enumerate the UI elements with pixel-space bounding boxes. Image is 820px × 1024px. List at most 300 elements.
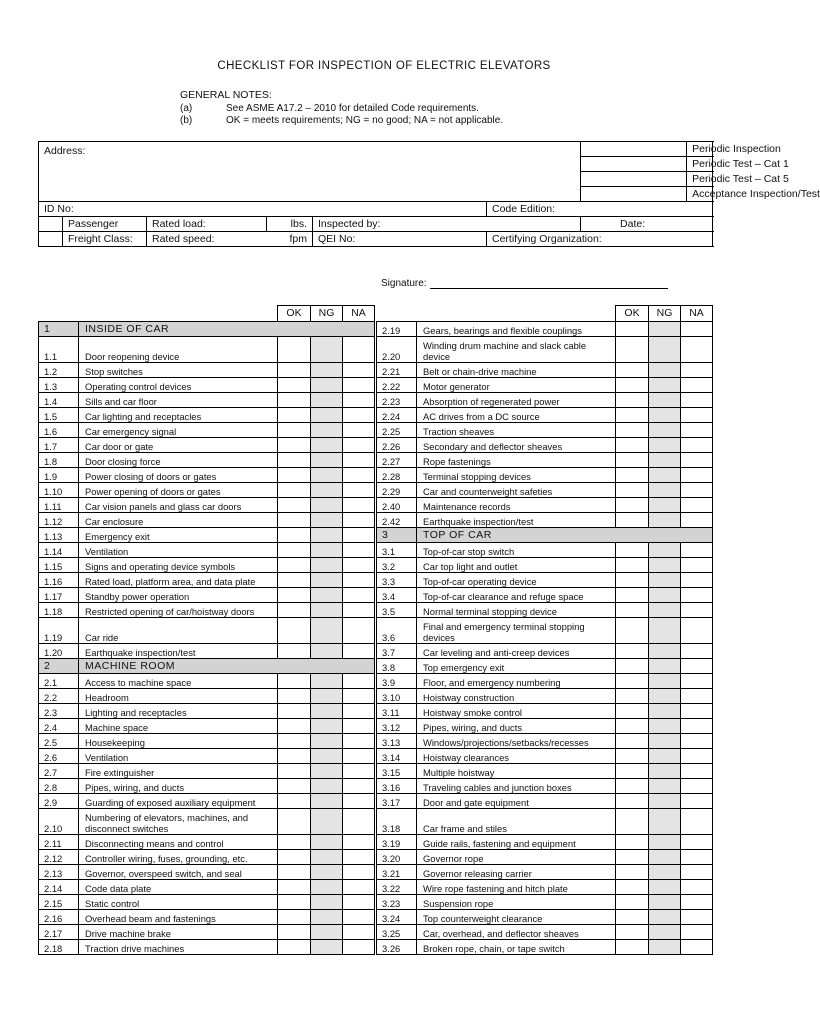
- ok-checkbox[interactable]: [616, 794, 649, 809]
- ng-checkbox[interactable]: [649, 910, 681, 925]
- certifying-organization-field[interactable]: [487, 232, 713, 247]
- qei-no-field[interactable]: [313, 232, 487, 247]
- ok-checkbox[interactable]: [278, 674, 311, 689]
- ng-checkbox[interactable]: [311, 393, 343, 408]
- na-checkbox[interactable]: [343, 573, 375, 588]
- na-checkbox[interactable]: [343, 363, 375, 378]
- ok-checkbox[interactable]: [278, 794, 311, 809]
- na-checkbox[interactable]: [343, 378, 375, 393]
- ng-checkbox[interactable]: [311, 689, 343, 704]
- ng-checkbox[interactable]: [649, 573, 681, 588]
- ok-checkbox[interactable]: [616, 378, 649, 393]
- ng-checkbox[interactable]: [649, 453, 681, 468]
- ng-checkbox[interactable]: [311, 453, 343, 468]
- na-checkbox[interactable]: [343, 895, 375, 910]
- ng-checkbox[interactable]: [311, 408, 343, 423]
- ok-checkbox[interactable]: [278, 363, 311, 378]
- ng-checkbox[interactable]: [311, 925, 343, 940]
- item-number: 1.12: [39, 513, 79, 528]
- ok-checkbox[interactable]: [616, 363, 649, 378]
- ng-checkbox[interactable]: [311, 779, 343, 794]
- checklist-row: [39, 453, 375, 468]
- ok-checkbox[interactable]: [616, 322, 649, 337]
- item-description: Car emergency signal: [79, 423, 278, 438]
- ng-checkbox[interactable]: [649, 674, 681, 689]
- ng-checkbox[interactable]: [649, 734, 681, 749]
- freight-checkbox[interactable]: [39, 232, 63, 247]
- ng-checkbox[interactable]: [311, 895, 343, 910]
- inspected-by-field[interactable]: [313, 217, 581, 232]
- ok-checkbox[interactable]: [278, 393, 311, 408]
- ng-checkbox[interactable]: [649, 794, 681, 809]
- ng-checkbox[interactable]: [649, 513, 681, 528]
- na-checkbox[interactable]: [343, 704, 375, 719]
- note-line: [180, 103, 503, 115]
- na-checkbox[interactable]: [343, 880, 375, 895]
- date-field[interactable]: [581, 217, 713, 232]
- na-checkbox[interactable]: [681, 588, 713, 603]
- ok-checkbox[interactable]: [616, 880, 649, 895]
- na-checkbox[interactable]: [681, 689, 713, 704]
- item-description: Door and gate equipment: [417, 794, 616, 809]
- ng-checkbox[interactable]: [311, 704, 343, 719]
- na-checkbox[interactable]: [681, 925, 713, 940]
- na-checkbox[interactable]: [681, 704, 713, 719]
- na-checkbox[interactable]: [343, 644, 375, 659]
- na-checkbox[interactable]: [681, 940, 713, 955]
- ok-checkbox[interactable]: [616, 393, 649, 408]
- na-checkbox[interactable]: [343, 603, 375, 618]
- na-checkbox[interactable]: [681, 498, 713, 513]
- ng-checkbox[interactable]: [649, 337, 681, 363]
- na-checkbox[interactable]: [681, 850, 713, 865]
- ok-checkbox[interactable]: [616, 734, 649, 749]
- ok-checkbox[interactable]: [278, 779, 311, 794]
- na-checkbox[interactable]: [343, 835, 375, 850]
- na-checkbox[interactable]: [343, 438, 375, 453]
- na-checkbox[interactable]: [343, 809, 375, 835]
- ng-checkbox[interactable]: [649, 588, 681, 603]
- na-checkbox[interactable]: [681, 910, 713, 925]
- item-number: 3.26: [377, 940, 417, 955]
- ok-checkbox[interactable]: [278, 925, 311, 940]
- na-checkbox[interactable]: [343, 910, 375, 925]
- ok-checkbox[interactable]: [278, 764, 311, 779]
- na-checkbox[interactable]: [681, 880, 713, 895]
- na-checkbox[interactable]: [343, 749, 375, 764]
- header-spacer: [39, 306, 278, 322]
- ng-checkbox[interactable]: [649, 749, 681, 764]
- ok-checkbox[interactable]: [616, 483, 649, 498]
- ng-checkbox[interactable]: [311, 618, 343, 644]
- ok-checkbox[interactable]: [616, 423, 649, 438]
- ng-checkbox[interactable]: [649, 835, 681, 850]
- item-description: Windows/projections/setbacks/recesses: [417, 734, 616, 749]
- signature-field[interactable]: [381, 278, 668, 289]
- checklist-row: [39, 910, 375, 925]
- ok-checkbox[interactable]: [278, 809, 311, 835]
- ok-checkbox[interactable]: [278, 423, 311, 438]
- checklist-row: [39, 704, 375, 719]
- ng-checkbox[interactable]: [311, 794, 343, 809]
- checklist-row: [39, 573, 375, 588]
- checklist-table-left: [38, 305, 375, 955]
- checklist-row: [377, 850, 713, 865]
- ng-checkbox[interactable]: [311, 910, 343, 925]
- ok-checkbox[interactable]: [616, 809, 649, 835]
- ng-checkbox[interactable]: [649, 689, 681, 704]
- na-checkbox[interactable]: [681, 543, 713, 558]
- na-checkbox[interactable]: [681, 322, 713, 337]
- ng-checkbox[interactable]: [649, 850, 681, 865]
- item-number: 1.15: [39, 558, 79, 573]
- ng-checkbox[interactable]: [311, 588, 343, 603]
- item-description: Door reopening device: [79, 337, 278, 363]
- ok-checkbox[interactable]: [278, 865, 311, 880]
- ok-checkbox[interactable]: [616, 704, 649, 719]
- ok-checkbox[interactable]: [278, 618, 311, 644]
- na-checkbox[interactable]: [343, 337, 375, 363]
- na-checkbox[interactable]: [681, 674, 713, 689]
- na-checkbox[interactable]: [681, 393, 713, 408]
- ok-checkbox[interactable]: [616, 588, 649, 603]
- ok-checkbox[interactable]: [616, 543, 649, 558]
- ng-checkbox[interactable]: [649, 558, 681, 573]
- ng-checkbox[interactable]: [649, 865, 681, 880]
- na-checkbox[interactable]: [343, 543, 375, 558]
- checklist-row: [377, 910, 713, 925]
- ng-checkbox[interactable]: [311, 378, 343, 393]
- na-checkbox[interactable]: [343, 588, 375, 603]
- ng-checkbox[interactable]: [649, 809, 681, 835]
- item-description: Drive machine brake: [79, 925, 278, 940]
- na-checkbox[interactable]: [343, 453, 375, 468]
- ok-checkbox[interactable]: [616, 865, 649, 880]
- ng-checkbox[interactable]: [649, 603, 681, 618]
- ok-checkbox[interactable]: [278, 468, 311, 483]
- ok-checkbox[interactable]: [616, 558, 649, 573]
- item-number: 3.18: [377, 809, 417, 835]
- ok-checkbox[interactable]: [278, 483, 311, 498]
- ng-checkbox[interactable]: [311, 438, 343, 453]
- na-checkbox[interactable]: [681, 749, 713, 764]
- address-field[interactable]: [39, 142, 581, 202]
- na-checkbox[interactable]: [343, 513, 375, 528]
- passenger-checkbox[interactable]: [39, 217, 63, 232]
- checklist-row: [39, 483, 375, 498]
- ok-checkbox[interactable]: [278, 895, 311, 910]
- checklist-row: [377, 558, 713, 573]
- ok-checkbox[interactable]: [616, 850, 649, 865]
- item-description: Fire extinguisher: [79, 764, 278, 779]
- ok-checkbox[interactable]: [278, 378, 311, 393]
- item-number: 2.1: [39, 674, 79, 689]
- ok-checkbox[interactable]: [278, 543, 311, 558]
- item-number: 1.2: [39, 363, 79, 378]
- ng-checkbox[interactable]: [649, 378, 681, 393]
- ng-checkbox[interactable]: [649, 940, 681, 955]
- item-description: Top-of-car clearance and refuge space: [417, 588, 616, 603]
- checklist-row: [377, 835, 713, 850]
- checklist-row: [39, 423, 375, 438]
- na-checkbox[interactable]: [681, 423, 713, 438]
- ok-checkbox[interactable]: [278, 408, 311, 423]
- checklist-row: [39, 880, 375, 895]
- item-number: 3.3: [377, 573, 417, 588]
- ng-checkbox[interactable]: [649, 644, 681, 659]
- ng-checkbox[interactable]: [649, 779, 681, 794]
- ok-checkbox[interactable]: [278, 940, 311, 955]
- ok-checkbox[interactable]: [278, 573, 311, 588]
- ok-checkbox[interactable]: [616, 689, 649, 704]
- na-checkbox[interactable]: [681, 895, 713, 910]
- ng-checkbox[interactable]: [649, 498, 681, 513]
- na-checkbox[interactable]: [681, 719, 713, 734]
- periodic-inspection-checkbox[interactable]: [581, 142, 687, 157]
- ng-checkbox[interactable]: [311, 865, 343, 880]
- ng-checkbox[interactable]: [311, 719, 343, 734]
- periodic-test-cat1-checkbox[interactable]: [581, 157, 687, 172]
- code-edition-field[interactable]: [487, 202, 713, 217]
- ng-checkbox[interactable]: [311, 528, 343, 543]
- ng-checkbox[interactable]: [311, 734, 343, 749]
- ng-checkbox[interactable]: [649, 483, 681, 498]
- checklist-row: [39, 498, 375, 513]
- ok-checkbox[interactable]: [278, 749, 311, 764]
- item-description: Standby power operation: [79, 588, 278, 603]
- date-label: Date:: [620, 218, 646, 230]
- na-checkbox[interactable]: [343, 794, 375, 809]
- na-checkbox[interactable]: [343, 850, 375, 865]
- ng-checkbox[interactable]: [311, 558, 343, 573]
- checklist-row: [39, 865, 375, 880]
- ok-checkbox[interactable]: [616, 779, 649, 794]
- ok-checkbox[interactable]: [616, 910, 649, 925]
- item-number: 3.2: [377, 558, 417, 573]
- ok-checkbox[interactable]: [278, 513, 311, 528]
- na-checkbox[interactable]: [681, 659, 713, 674]
- ok-checkbox[interactable]: [616, 603, 649, 618]
- na-checkbox[interactable]: [343, 408, 375, 423]
- na-checkbox[interactable]: [681, 779, 713, 794]
- ok-checkbox[interactable]: [278, 734, 311, 749]
- ok-checkbox[interactable]: [616, 749, 649, 764]
- na-checkbox[interactable]: [681, 618, 713, 644]
- ok-checkbox[interactable]: [616, 468, 649, 483]
- na-checkbox[interactable]: [343, 940, 375, 955]
- acceptance-inspection-checkbox[interactable]: [581, 187, 687, 202]
- ng-checkbox[interactable]: [649, 468, 681, 483]
- periodic-test-cat5-label: Periodic Test – Cat 5: [687, 172, 713, 187]
- na-checkbox[interactable]: [681, 794, 713, 809]
- na-checkbox[interactable]: [343, 393, 375, 408]
- na-checkbox[interactable]: [681, 809, 713, 835]
- na-checkbox[interactable]: [343, 528, 375, 543]
- na-checkbox[interactable]: [681, 468, 713, 483]
- checklist-row: [377, 393, 713, 408]
- na-checkbox[interactable]: [681, 438, 713, 453]
- na-checkbox[interactable]: [681, 453, 713, 468]
- na-checkbox[interactable]: [343, 719, 375, 734]
- header-spacer: [377, 306, 616, 322]
- ng-checkbox[interactable]: [311, 880, 343, 895]
- ng-checkbox[interactable]: [649, 925, 681, 940]
- ok-checkbox[interactable]: [278, 880, 311, 895]
- ok-checkbox[interactable]: [616, 337, 649, 363]
- na-checkbox[interactable]: [343, 498, 375, 513]
- ng-checkbox[interactable]: [311, 850, 343, 865]
- ng-checkbox[interactable]: [649, 363, 681, 378]
- ng-checkbox[interactable]: [311, 498, 343, 513]
- na-checkbox[interactable]: [343, 689, 375, 704]
- ok-checkbox[interactable]: [278, 910, 311, 925]
- ok-checkbox[interactable]: [278, 438, 311, 453]
- periodic-test-cat5-checkbox[interactable]: [581, 172, 687, 187]
- general-notes: [180, 89, 503, 127]
- na-checkbox[interactable]: [343, 779, 375, 794]
- ng-checkbox[interactable]: [649, 895, 681, 910]
- ok-checkbox[interactable]: [278, 453, 311, 468]
- ng-checkbox[interactable]: [311, 337, 343, 363]
- signature-line[interactable]: [430, 278, 668, 289]
- rated-speed-field[interactable]: [147, 232, 313, 247]
- ng-checkbox[interactable]: [649, 880, 681, 895]
- ok-checkbox[interactable]: [616, 659, 649, 674]
- qei-no-label: QEI No:: [318, 233, 356, 245]
- na-checkbox[interactable]: [343, 618, 375, 644]
- ng-checkbox[interactable]: [649, 408, 681, 423]
- ng-checkbox[interactable]: [311, 940, 343, 955]
- ok-checkbox[interactable]: [278, 603, 311, 618]
- ng-checkbox[interactable]: [649, 322, 681, 337]
- item-description: Traction drive machines: [79, 940, 278, 955]
- checklist-row: [377, 794, 713, 809]
- ng-checkbox[interactable]: [311, 674, 343, 689]
- ng-checkbox[interactable]: [311, 749, 343, 764]
- ng-checkbox[interactable]: [649, 659, 681, 674]
- na-checkbox[interactable]: [343, 483, 375, 498]
- ok-checkbox[interactable]: [278, 644, 311, 659]
- ng-checkbox[interactable]: [649, 704, 681, 719]
- ng-checkbox[interactable]: [311, 603, 343, 618]
- na-checkbox[interactable]: [681, 644, 713, 659]
- ng-checkbox[interactable]: [311, 764, 343, 779]
- checklist-row: [377, 779, 713, 794]
- ng-checkbox[interactable]: [311, 809, 343, 835]
- item-number: 2.26: [377, 438, 417, 453]
- ok-checkbox[interactable]: [616, 940, 649, 955]
- item-description: Suspension rope: [417, 895, 616, 910]
- ok-checkbox[interactable]: [278, 558, 311, 573]
- na-checkbox[interactable]: [681, 835, 713, 850]
- ng-checkbox[interactable]: [649, 543, 681, 558]
- ok-checkbox[interactable]: [616, 438, 649, 453]
- ok-checkbox[interactable]: [278, 528, 311, 543]
- checklist-row: [377, 408, 713, 423]
- na-checkbox[interactable]: [343, 925, 375, 940]
- checklist-row: [39, 809, 375, 835]
- ok-checkbox[interactable]: [616, 513, 649, 528]
- na-checkbox[interactable]: [681, 378, 713, 393]
- ng-checkbox[interactable]: [649, 764, 681, 779]
- ng-checkbox[interactable]: [311, 483, 343, 498]
- ng-checkbox[interactable]: [649, 423, 681, 438]
- ng-checkbox[interactable]: [311, 644, 343, 659]
- ok-checkbox[interactable]: [616, 925, 649, 940]
- ng-checkbox[interactable]: [311, 573, 343, 588]
- ok-checkbox[interactable]: [278, 689, 311, 704]
- item-description: Normal terminal stopping device: [417, 603, 616, 618]
- checklist-row: [39, 850, 375, 865]
- na-checkbox[interactable]: [681, 764, 713, 779]
- ok-checkbox[interactable]: [616, 895, 649, 910]
- ng-checkbox[interactable]: [649, 393, 681, 408]
- na-checkbox[interactable]: [681, 408, 713, 423]
- na-checkbox[interactable]: [343, 734, 375, 749]
- na-checkbox[interactable]: [681, 483, 713, 498]
- ok-checkbox[interactable]: [278, 498, 311, 513]
- na-checkbox[interactable]: [681, 337, 713, 363]
- na-checkbox[interactable]: [343, 468, 375, 483]
- item-number: 2.6: [39, 749, 79, 764]
- ng-checkbox[interactable]: [311, 543, 343, 558]
- na-checkbox[interactable]: [343, 423, 375, 438]
- ng-checkbox[interactable]: [311, 835, 343, 850]
- ng-checkbox[interactable]: [649, 438, 681, 453]
- ok-checkbox[interactable]: [616, 408, 649, 423]
- checklist-row: [39, 925, 375, 940]
- ng-checkbox[interactable]: [311, 513, 343, 528]
- ok-checkbox[interactable]: [616, 719, 649, 734]
- ok-checkbox[interactable]: [278, 835, 311, 850]
- ng-checkbox[interactable]: [649, 719, 681, 734]
- na-checkbox[interactable]: [681, 513, 713, 528]
- ok-checkbox[interactable]: [278, 850, 311, 865]
- ok-checkbox[interactable]: [278, 337, 311, 363]
- item-description: Top-of-car operating device: [417, 573, 616, 588]
- id-no-field[interactable]: [39, 202, 487, 217]
- ok-checkbox[interactable]: [616, 573, 649, 588]
- ok-checkbox[interactable]: [278, 719, 311, 734]
- na-checkbox[interactable]: [681, 865, 713, 880]
- item-number: 3.15: [377, 764, 417, 779]
- na-checkbox[interactable]: [343, 865, 375, 880]
- na-checkbox[interactable]: [681, 603, 713, 618]
- ok-checkbox[interactable]: [616, 835, 649, 850]
- ok-checkbox[interactable]: [278, 588, 311, 603]
- na-checkbox[interactable]: [681, 573, 713, 588]
- ng-checkbox[interactable]: [311, 363, 343, 378]
- na-checkbox[interactable]: [681, 734, 713, 749]
- ok-checkbox[interactable]: [616, 764, 649, 779]
- ng-checkbox[interactable]: [311, 423, 343, 438]
- ok-checkbox[interactable]: [616, 644, 649, 659]
- ok-checkbox[interactable]: [616, 498, 649, 513]
- ok-checkbox[interactable]: [616, 674, 649, 689]
- na-checkbox[interactable]: [681, 558, 713, 573]
- item-number: 2.28: [377, 468, 417, 483]
- item-description: AC drives from a DC source: [417, 408, 616, 423]
- na-checkbox[interactable]: [343, 764, 375, 779]
- ng-checkbox[interactable]: [649, 618, 681, 644]
- ok-checkbox[interactable]: [616, 618, 649, 644]
- ok-checkbox[interactable]: [278, 704, 311, 719]
- ok-checkbox[interactable]: [616, 453, 649, 468]
- ng-checkbox[interactable]: [311, 468, 343, 483]
- na-checkbox[interactable]: [681, 363, 713, 378]
- na-checkbox[interactable]: [343, 674, 375, 689]
- na-checkbox[interactable]: [343, 558, 375, 573]
